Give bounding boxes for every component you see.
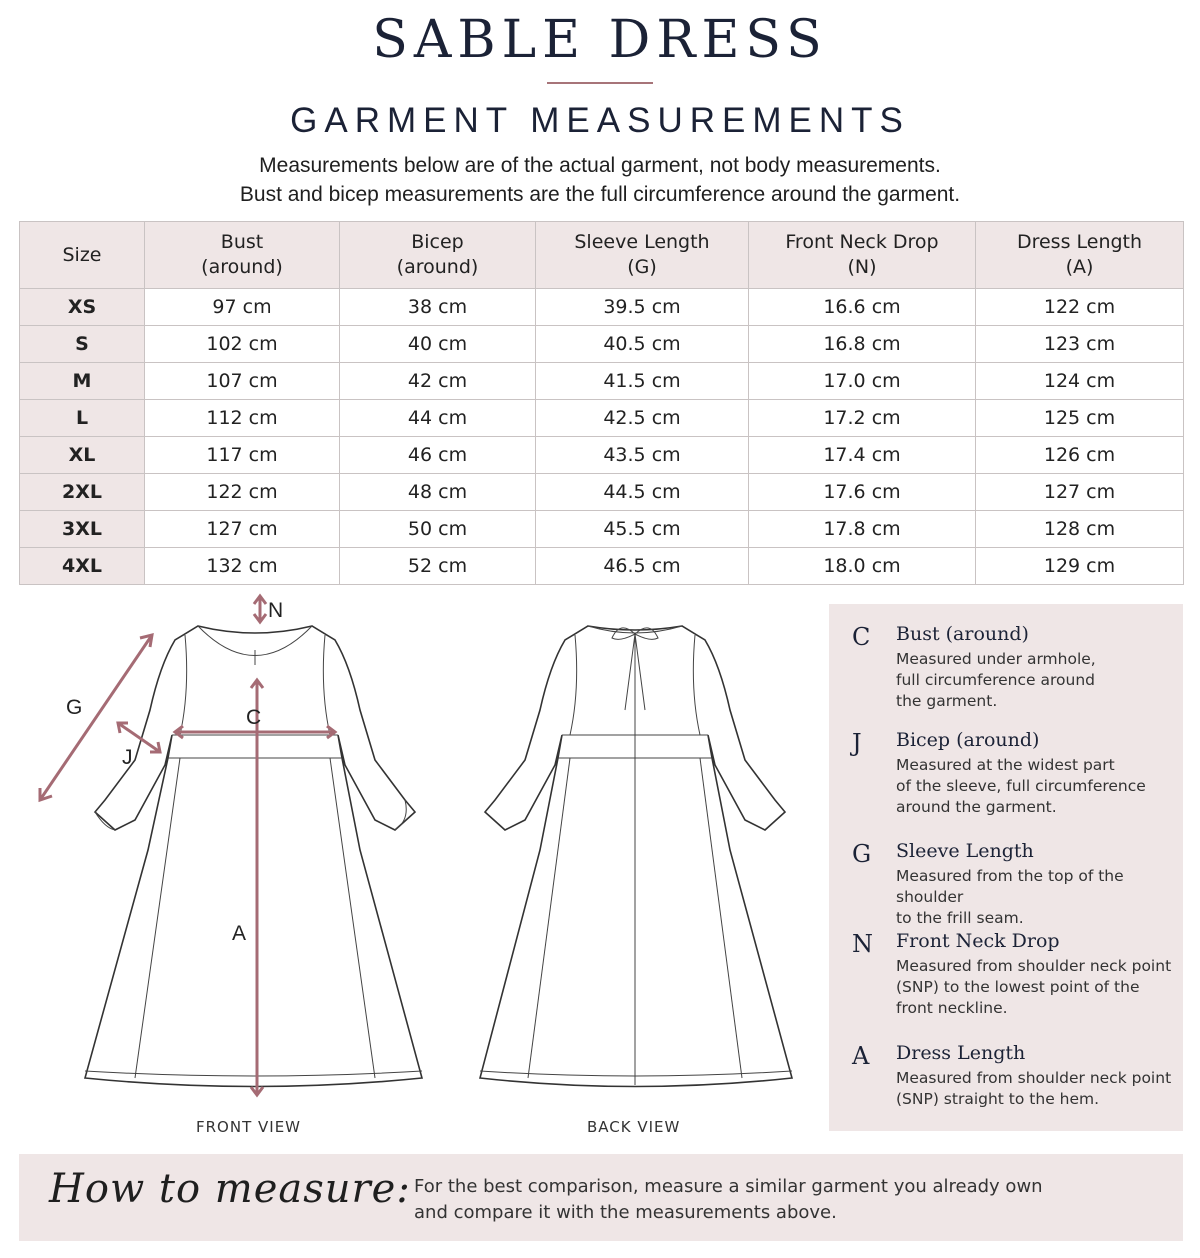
measurement-cell: 128 cm	[976, 511, 1184, 548]
title-divider	[547, 82, 653, 84]
header-sleeve-length: Sleeve Length (G)	[536, 222, 749, 289]
measurement-cell: 39.5 cm	[536, 289, 749, 326]
measurement-cell: 97 cm	[145, 289, 340, 326]
table-row	[20, 400, 1184, 437]
measurement-legend: C Bust (around) Measured under armhole, full circumference around the garment. J Bicep (around) Measured at the widest part of the sleeve, full circumference around the garment. G Sleeve Length Measured from the top of the shoulder to the frill seam. N Front Neck Drop Measured from shoulder neck point (SNP) to the lowest point of the front neckline. A Dress Length Measured from shoulder neck point (SNP) straight to the hem.	[829, 604, 1183, 1131]
table-row	[20, 548, 1184, 585]
size-cell: XS	[20, 289, 145, 326]
marker-a: A	[232, 922, 247, 945]
section-subtitle: GARMENT MEASUREMENTS	[290, 101, 910, 140]
measurement-cell: 17.4 cm	[749, 437, 976, 474]
measurement-cell: 102 cm	[145, 326, 340, 363]
front-view-label: FRONT VIEW	[196, 1118, 302, 1136]
marker-n: N	[268, 599, 284, 622]
header-front-neck-drop: Front Neck Drop (N)	[749, 222, 976, 289]
measurement-cell: 125 cm	[976, 400, 1184, 437]
measurement-cell: 18.0 cm	[749, 548, 976, 585]
measurement-cell: 16.6 cm	[749, 289, 976, 326]
back-view-diagram	[440, 590, 830, 1120]
table-row	[20, 326, 1184, 363]
measurement-cell: 42 cm	[340, 363, 536, 400]
table-row	[20, 474, 1184, 511]
measurement-cell: 50 cm	[340, 511, 536, 548]
measurement-cell: 38 cm	[340, 289, 536, 326]
marker-j: J	[122, 746, 133, 769]
size-cell: S	[20, 326, 145, 363]
measurement-cell: 112 cm	[145, 400, 340, 437]
measurement-cell: 127 cm	[145, 511, 340, 548]
back-dress-outline	[480, 626, 792, 1087]
back-view-label: BACK VIEW	[587, 1118, 681, 1136]
measurement-cell: 43.5 cm	[536, 437, 749, 474]
size-cell: 3XL	[20, 511, 145, 548]
table-header-row	[20, 222, 1184, 289]
table-row	[20, 289, 1184, 326]
table-row	[20, 437, 1184, 474]
intro-text	[0, 151, 1200, 209]
measurement-cell: 127 cm	[976, 474, 1184, 511]
size-cell: XL	[20, 437, 145, 474]
measurement-cell: 122 cm	[976, 289, 1184, 326]
intro-line-1: Measurements below are of the actual garment, not body measurements.	[259, 154, 941, 177]
size-cell: 2XL	[20, 474, 145, 511]
measurement-cell: 48 cm	[340, 474, 536, 511]
measurement-cell: 45.5 cm	[536, 511, 749, 548]
intro-line-2: Bust and bicep measurements are the full circumference around the garment.	[239, 183, 961, 206]
measurement-cell: 44.5 cm	[536, 474, 749, 511]
measurement-cell: 17.6 cm	[749, 474, 976, 511]
front-dress-outline	[85, 626, 422, 1087]
measurement-cell: 44 cm	[340, 400, 536, 437]
how-to-measure-box	[19, 1154, 1183, 1241]
measurement-cell: 124 cm	[976, 363, 1184, 400]
how-to-measure-text: For the best comparison, measure a similar garment you already own and compare it with the measurements above.	[414, 1176, 1043, 1223]
measurement-cell: 132 cm	[145, 548, 340, 585]
front-view-diagram	[30, 590, 450, 1120]
size-cell: M	[20, 363, 145, 400]
size-table	[19, 221, 1184, 585]
measurement-cell: 17.2 cm	[749, 400, 976, 437]
measurement-cell: 42.5 cm	[536, 400, 749, 437]
header-dress-length: Dress Length (A)	[976, 222, 1184, 289]
measurement-cell: 52 cm	[340, 548, 536, 585]
measurement-cell: 40.5 cm	[536, 326, 749, 363]
header-size: Size	[20, 222, 145, 289]
measurement-cell: 41.5 cm	[536, 363, 749, 400]
measurement-cell: 16.8 cm	[749, 326, 976, 363]
table-row	[20, 511, 1184, 548]
size-cell: 4XL	[20, 548, 145, 585]
page-title: SABLE DRESS	[372, 10, 828, 70]
measurement-cell: 129 cm	[976, 548, 1184, 585]
measurement-cell: 46 cm	[340, 437, 536, 474]
header-bicep: Bicep (around)	[340, 222, 536, 289]
measurement-cell: 17.8 cm	[749, 511, 976, 548]
measurement-cell: 17.0 cm	[749, 363, 976, 400]
measurement-cell: 117 cm	[145, 437, 340, 474]
marker-c: C	[246, 706, 262, 729]
size-cell: L	[20, 400, 145, 437]
header-bust: Bust (around)	[145, 222, 340, 289]
measurement-cell: 46.5 cm	[536, 548, 749, 585]
measurement-cell: 40 cm	[340, 326, 536, 363]
measurement-cell: 126 cm	[976, 437, 1184, 474]
table-row	[20, 363, 1184, 400]
measurement-cell: 122 cm	[145, 474, 340, 511]
measurement-cell: 123 cm	[976, 326, 1184, 363]
measurement-cell: 107 cm	[145, 363, 340, 400]
how-to-measure-heading: How to measure:	[49, 1166, 411, 1212]
marker-g: G	[66, 696, 83, 719]
